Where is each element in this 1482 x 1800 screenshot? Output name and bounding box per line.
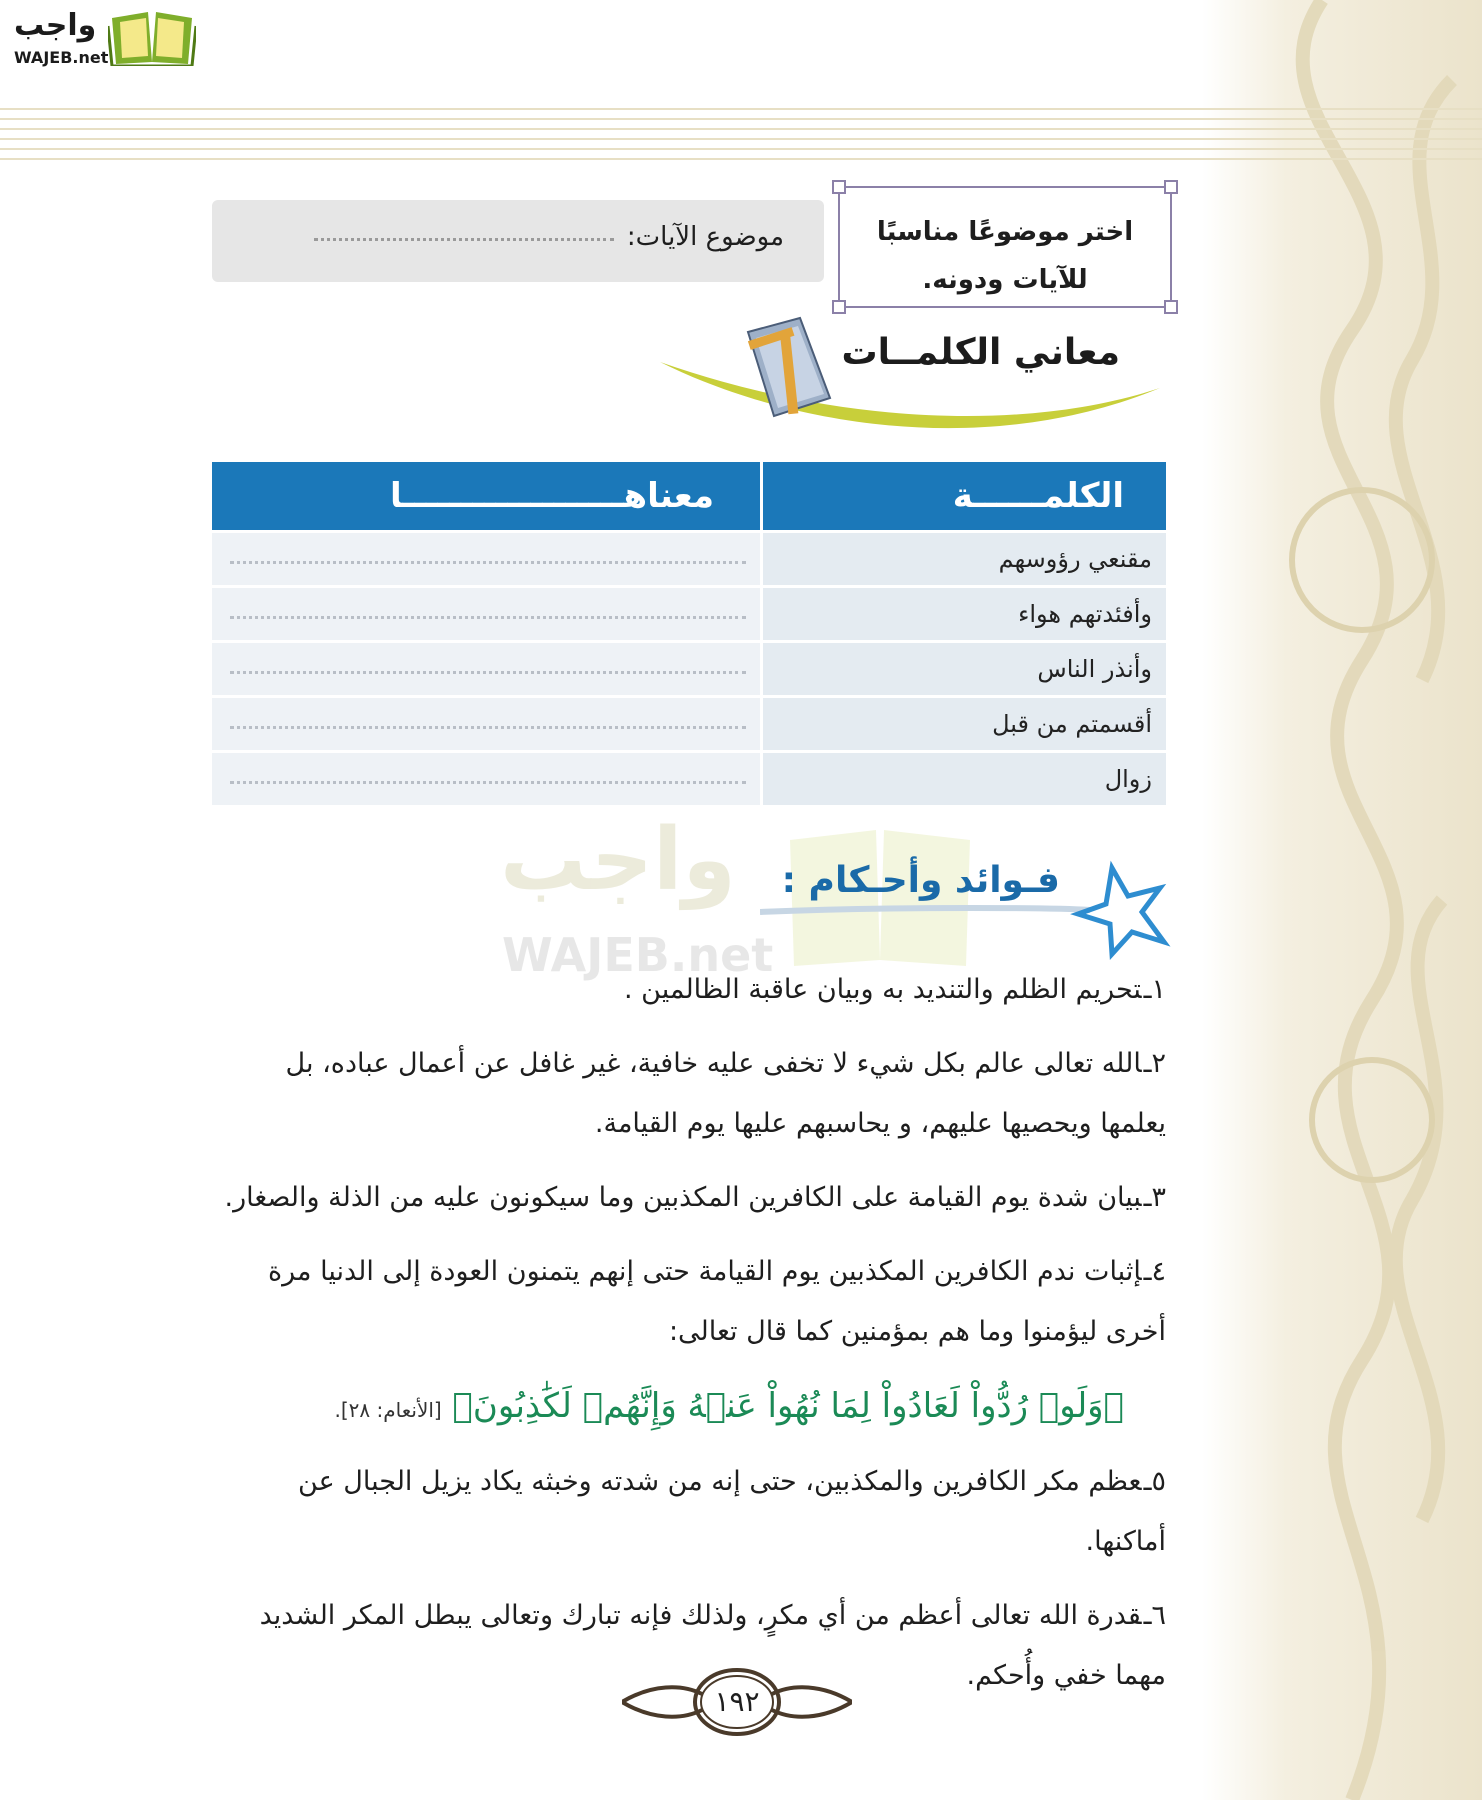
word-cell: أقسمتم من قبل bbox=[763, 698, 1166, 750]
item-text: عظم مكر الكافرين والمكذبين، حتى إنه من شدته وخبثه يكاد يزيل الجبال عن أماكنها. bbox=[298, 1466, 1166, 1557]
watermark-english: WAJEB.net bbox=[502, 928, 774, 982]
meaning-answer-cell[interactable] bbox=[212, 753, 760, 805]
item-number: ٤ـ bbox=[1143, 1256, 1166, 1287]
meaning-answer-cell[interactable] bbox=[212, 533, 760, 585]
table-row bbox=[212, 588, 1166, 640]
item-text: قدرة الله تعالى أعظم من أي مكرٍ، ولذلك فإنه تبارك وتعالى يبطل المكر الشديد مهما خفي وأُحكم. bbox=[259, 1600, 1166, 1691]
quran-verse bbox=[222, 1376, 1124, 1440]
list-item bbox=[222, 1242, 1166, 1362]
topic-label: موضوع الآيات: bbox=[626, 222, 784, 252]
meaning-answer-cell[interactable] bbox=[212, 588, 760, 640]
list-item bbox=[222, 1168, 1166, 1228]
verse-reference: [الأنعام: ٢٨]. bbox=[334, 1398, 442, 1422]
word-meanings-table bbox=[212, 462, 1166, 805]
word-cell: وأنذر الناس bbox=[763, 643, 1166, 695]
table-row bbox=[212, 643, 1166, 695]
item-number: ٣ـ bbox=[1143, 1182, 1166, 1213]
topic-dotted-line[interactable] bbox=[314, 238, 614, 241]
arabesque-ornament bbox=[1202, 0, 1482, 1800]
word-cell: مقنعي رؤوسهم bbox=[763, 533, 1166, 585]
header-meaning bbox=[212, 462, 760, 530]
item-text: الله تعالى عالم بكل شيء لا تخفى عليه خافية، غير غافل عن أعمال عباده، بل يعلمها ويحصيها عليهم، و يحاسبهم عليها يوم القيامة. bbox=[285, 1048, 1166, 1139]
page-number: ١٩٢ bbox=[714, 1685, 760, 1718]
header-meaning-label: معناهـــــــــــــــــــا bbox=[389, 476, 714, 516]
list-item bbox=[222, 1452, 1166, 1572]
verse-text: ﴿وَلَوۡ رُدُّواْ لَعَادُواْ لِمَا نُهُواْ عَنۡهُ وَإِنَّهُمۡ لَكَٰذِبُونَ﴾ bbox=[452, 1386, 1124, 1426]
header-rule-lines bbox=[0, 108, 1482, 178]
table-row bbox=[212, 753, 1166, 805]
header-word-label: الكلمــــــة bbox=[952, 476, 1124, 516]
meaning-answer-cell[interactable] bbox=[212, 698, 760, 750]
word-cell: وأفئدتهم هواء bbox=[763, 588, 1166, 640]
table-row bbox=[212, 698, 1166, 750]
item-number: ١ـ bbox=[1143, 974, 1166, 1005]
meanings-section-header bbox=[660, 312, 1160, 442]
list-item bbox=[222, 960, 1166, 1020]
list-item bbox=[222, 1034, 1166, 1154]
benefits-title: فـوائد وأحـكام : bbox=[781, 860, 1060, 901]
logo-arabic-text: واجب bbox=[14, 8, 97, 43]
instruction-box bbox=[838, 186, 1172, 308]
logo-english-text: WAJEB.net bbox=[14, 48, 109, 67]
table-header-row bbox=[212, 462, 1166, 530]
item-text: بيان شدة يوم القيامة على الكافرين المكذبين وما سيكونون عليه من الذلة والصغار. bbox=[224, 1182, 1142, 1213]
item-number: ٥ـ bbox=[1143, 1466, 1166, 1497]
topic-answer-box[interactable] bbox=[212, 200, 824, 282]
watermark-arabic: واجب bbox=[500, 810, 736, 910]
instruction-line-2: للآيات ودونه. bbox=[922, 265, 1088, 295]
table-row bbox=[212, 533, 1166, 585]
page-number-ornament bbox=[622, 1664, 852, 1740]
meaning-answer-cell[interactable] bbox=[212, 643, 760, 695]
wajeb-logo[interactable] bbox=[10, 6, 190, 66]
item-number: ٦ـ bbox=[1143, 1600, 1166, 1631]
box-corner bbox=[1164, 300, 1178, 314]
instruction-line-1: اختر موضوعًا مناسبًا bbox=[876, 217, 1134, 247]
item-number: ٢ـ bbox=[1143, 1048, 1166, 1079]
benefits-section-header bbox=[760, 850, 1180, 960]
header-word bbox=[760, 462, 1166, 530]
open-book-icon bbox=[108, 8, 196, 66]
meanings-title: معاني الكلمــات bbox=[841, 332, 1120, 373]
pen-and-paper-icon bbox=[738, 312, 838, 422]
item-text: تحريم الظلم والتنديد به وبيان عاقبة الظالمين . bbox=[623, 974, 1142, 1005]
benefits-list bbox=[222, 960, 1166, 1720]
box-corner bbox=[832, 180, 846, 194]
box-corner bbox=[1164, 180, 1178, 194]
page-ornament-border bbox=[1202, 0, 1482, 1800]
word-cell: زوال bbox=[763, 753, 1166, 805]
item-text: إثبات ندم الكافرين المكذبين يوم القيامة حتى إنهم يتمنون العودة إلى الدنيا مرة أخرى ليؤمنوا وما هم بمؤمنين كما قال تعالى: bbox=[268, 1256, 1166, 1347]
